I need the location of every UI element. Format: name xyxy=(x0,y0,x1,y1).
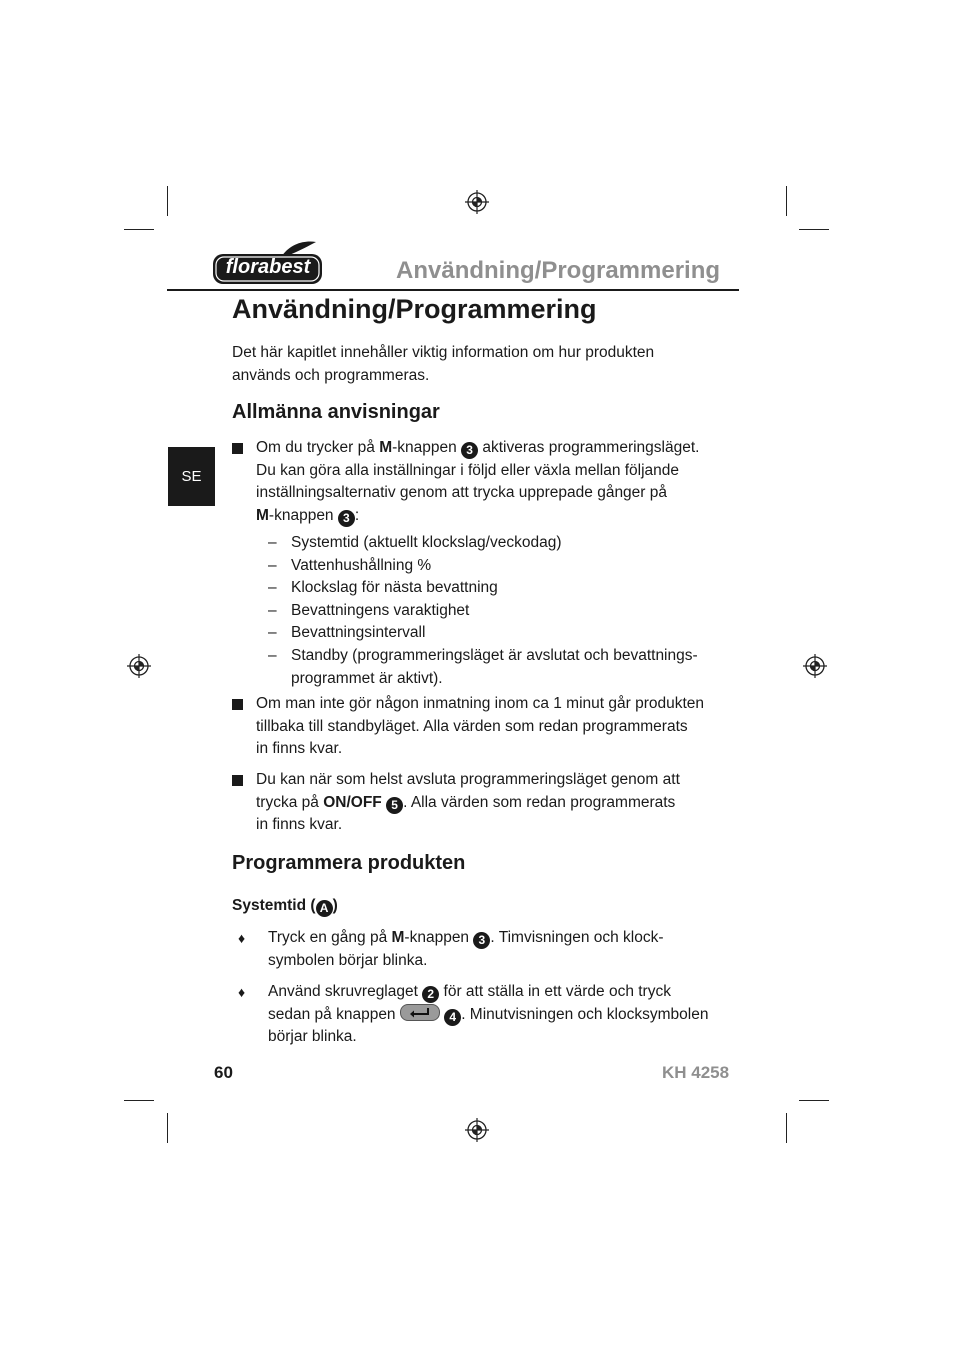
crop-mark xyxy=(786,1113,787,1143)
diamond-bullet-icon: ♦ xyxy=(238,930,246,946)
text: Systemtid ( xyxy=(232,897,316,914)
text: -knappen xyxy=(404,929,474,946)
enter-button-icon xyxy=(400,1004,440,1021)
crop-mark xyxy=(799,229,829,230)
bullet-line: Du kan göra alla inställningar i följd eller växla mellan följande xyxy=(256,461,680,479)
step-paragraph xyxy=(268,927,728,972)
registration-mark-icon xyxy=(465,1118,489,1142)
section-heading-general: Allmänna anvisningar xyxy=(232,401,440,423)
language-tab-label: SE xyxy=(181,468,202,485)
bullet-line: Du kan när som helst avsluta programmeringsläget genom att xyxy=(256,771,680,788)
bullet-line: in finns kvar. xyxy=(256,816,343,833)
bullet-line: Om man inte gör någon inmatning inom ca 1 minut går produkten xyxy=(256,695,705,712)
bullet-paragraph xyxy=(256,437,726,527)
logo-text: florabest xyxy=(225,256,311,278)
letter-badge-icon: A xyxy=(316,900,333,917)
subheading-systemtid xyxy=(232,897,338,917)
list-item-text: Bevattningens varaktighet xyxy=(291,602,470,619)
key-label: M xyxy=(256,506,269,524)
step-line xyxy=(268,981,728,1004)
list-item xyxy=(268,645,698,668)
intro-line: används och programmeras. xyxy=(232,366,430,384)
registration-mark-icon xyxy=(803,654,827,678)
list-item-text: Vattenhushållning % xyxy=(291,557,432,574)
page-title: Användning/Programmering xyxy=(232,294,597,324)
bullet-line xyxy=(256,437,726,460)
text: . Alla värden som redan programmerats xyxy=(403,793,676,811)
bullet-paragraph xyxy=(256,693,726,761)
page-number: 60 xyxy=(214,1063,233,1082)
section-heading-program: Programmera produkten xyxy=(232,852,466,874)
number-badge-icon: 4 xyxy=(444,1009,461,1026)
text: för att ställa in ett värde och tryck xyxy=(439,983,671,1000)
bullet-line: in finns kvar. xyxy=(256,740,343,757)
dash: – xyxy=(268,602,277,619)
list-item xyxy=(268,555,431,578)
registration-mark-icon xyxy=(465,190,489,214)
crop-mark xyxy=(786,186,787,216)
bullet-paragraph xyxy=(256,769,726,837)
bullet-line xyxy=(256,792,726,815)
list-item-text: Standby (programmeringsläget är avslutat och bevattnings- xyxy=(291,647,698,664)
dash: – xyxy=(268,534,277,551)
step-line: börjar blinka. xyxy=(268,1028,357,1045)
crop-mark xyxy=(124,229,154,230)
key-label: M xyxy=(391,929,405,946)
dash: – xyxy=(268,624,277,641)
text: . Minutvisningen och klocksymbolen xyxy=(461,1005,709,1023)
registration-mark-icon xyxy=(127,654,151,678)
bullet-line xyxy=(256,505,726,528)
crop-mark xyxy=(124,1100,154,1101)
crop-mark xyxy=(167,186,168,216)
text: sedan på knappen xyxy=(268,1005,400,1023)
crop-mark xyxy=(167,1113,168,1143)
square-bullet-icon xyxy=(232,443,243,454)
text: aktiveras programmeringsläget. xyxy=(478,439,700,456)
header-title: Användning/Programmering xyxy=(396,257,721,284)
square-bullet-icon xyxy=(232,775,243,786)
model-number: KH 4258 xyxy=(662,1063,730,1082)
number-badge-icon: 2 xyxy=(422,986,439,1003)
header-rule xyxy=(167,289,739,291)
list-item xyxy=(268,600,469,623)
list-item-text: Systemtid (aktuellt klockslag/veckodag) xyxy=(291,534,562,551)
list-item xyxy=(268,577,498,600)
text: -knappen xyxy=(268,506,338,524)
text: Använd skruvreglaget xyxy=(268,983,423,1000)
dash: – xyxy=(268,647,277,664)
key-label: ON/OFF xyxy=(323,793,382,811)
text: . Timvisningen och klock- xyxy=(490,929,664,946)
list-item xyxy=(268,532,562,555)
text: ) xyxy=(332,897,338,914)
step-paragraph xyxy=(268,981,728,1049)
number-badge-icon: 3 xyxy=(461,442,478,459)
language-tab xyxy=(168,447,215,506)
number-badge-icon: 3 xyxy=(338,510,355,527)
text: Tryck en gång på xyxy=(268,929,392,946)
step-line xyxy=(268,927,728,950)
intro-line: Det här kapitlet innehåller viktig information om hur produkten xyxy=(232,344,655,361)
list-item-continuation: programmet är aktivt). xyxy=(291,670,443,687)
key-label: M xyxy=(379,439,393,456)
intro-paragraph xyxy=(232,342,702,387)
text: trycka på xyxy=(256,793,324,811)
square-bullet-icon xyxy=(232,699,243,710)
text: Om du trycker på xyxy=(256,439,380,456)
step-line xyxy=(268,1004,728,1027)
bullet-line: inställningsalternativ genom att trycka upprepade gånger på xyxy=(256,484,668,501)
number-badge-icon: 5 xyxy=(386,797,403,814)
number-badge-icon: 3 xyxy=(473,932,490,949)
crop-mark xyxy=(799,1100,829,1101)
step-line: symbolen börjar blinka. xyxy=(268,951,428,969)
text: -knappen xyxy=(392,439,462,456)
list-item xyxy=(268,622,425,645)
dash: – xyxy=(268,557,277,574)
list-item-text: Klockslag för nästa bevattning xyxy=(291,579,498,596)
list-item-text: Bevattningsintervall xyxy=(291,624,426,641)
bullet-line: tillbaka till standbyläget. Alla värden som redan programmerats xyxy=(256,717,688,735)
text: : xyxy=(354,506,360,524)
diamond-bullet-icon: ♦ xyxy=(238,984,246,1000)
dash: – xyxy=(268,579,277,596)
